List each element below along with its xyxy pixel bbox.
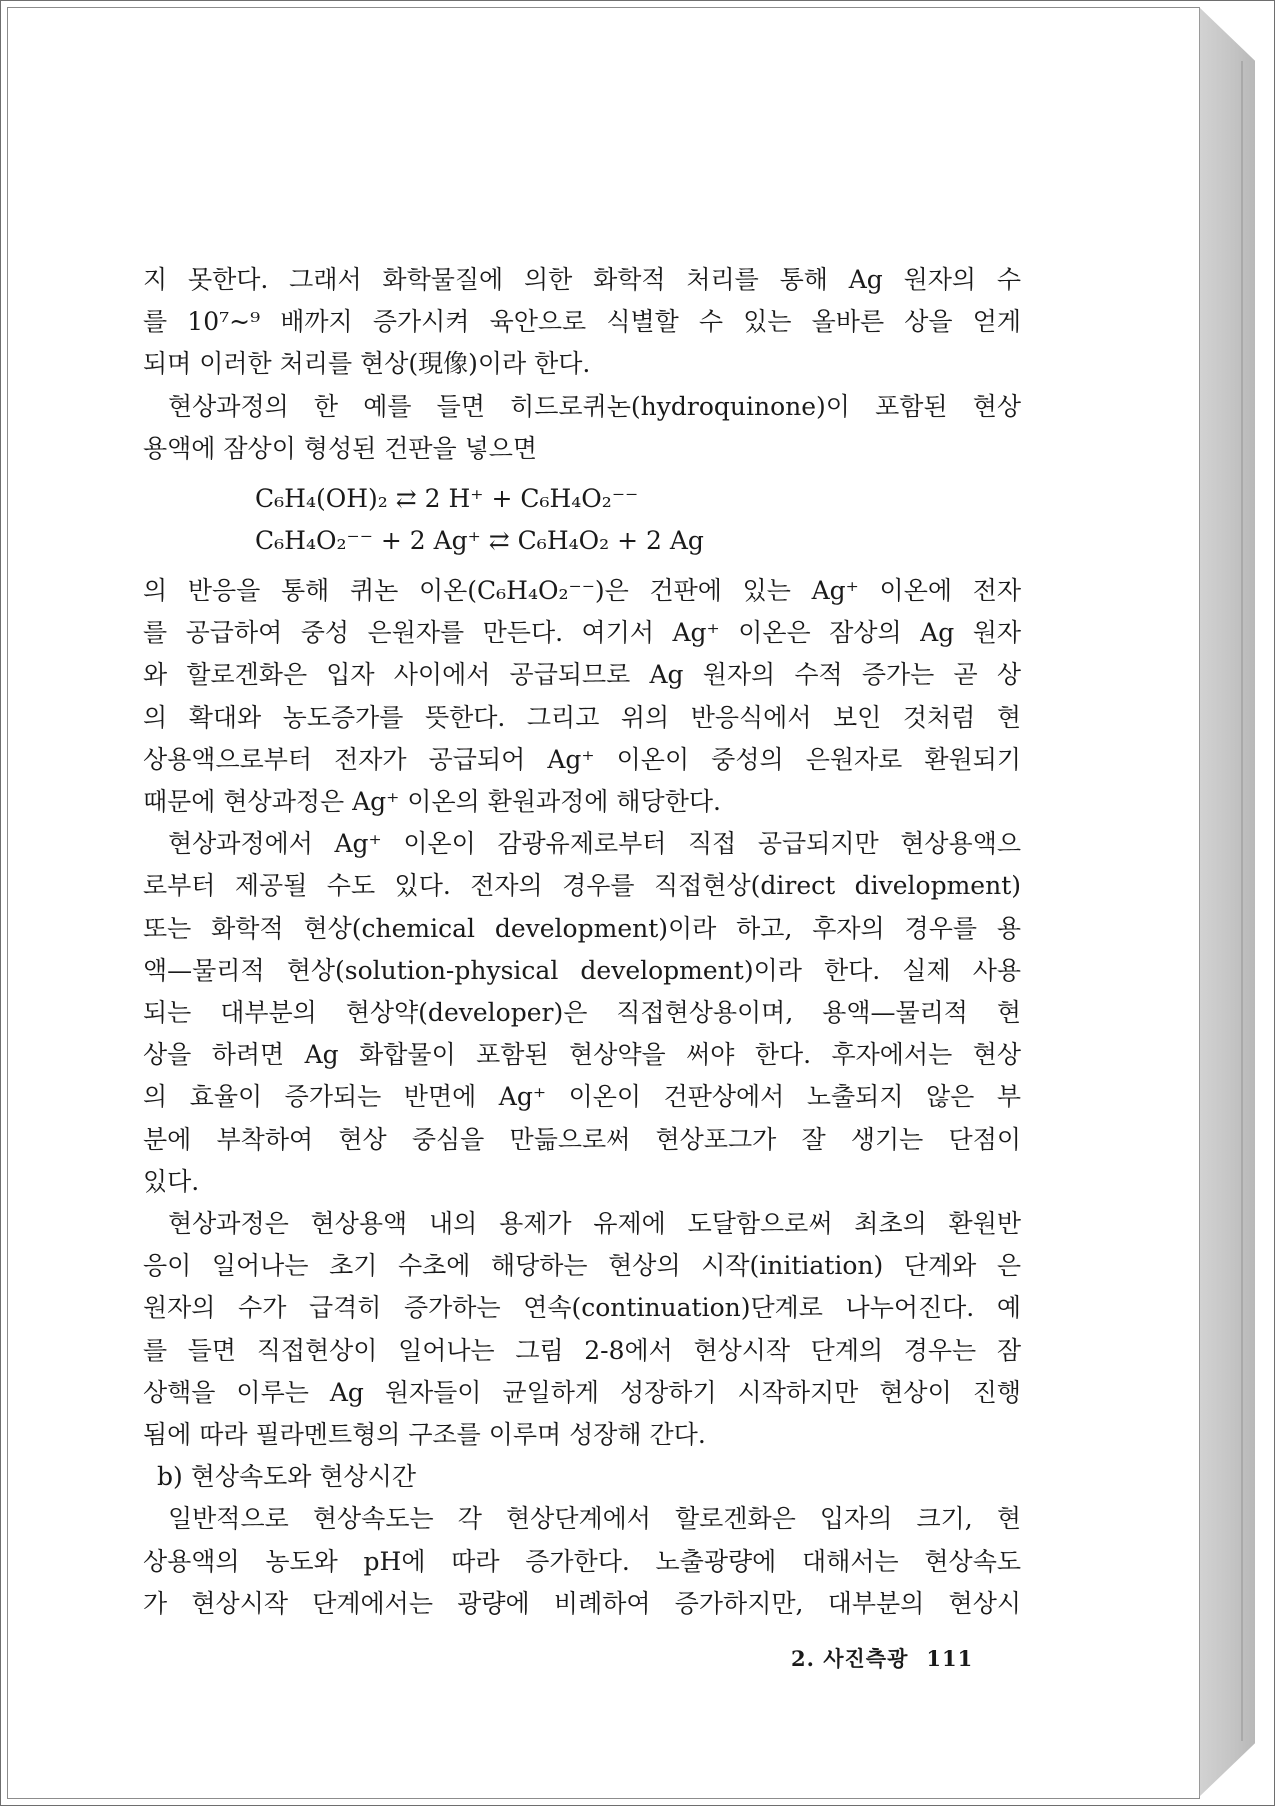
paragraph-5	[143, 1203, 1021, 1456]
text-line: 원자의 수가 급격히 증가하는 연속(continuation)단계로 나누어진다. 예	[143, 1293, 1021, 1323]
chapter-title: 2. 사진측광	[791, 1646, 909, 1671]
text-line: 용액에 잠상이 형성된 건판을 넣으면	[143, 433, 538, 463]
text-line: 현상과정은 현상용액 내의 용제가 유제에 도달함으로써 최초의 환원반	[168, 1209, 1021, 1239]
paragraph-3	[143, 570, 1021, 823]
text-line: 현상과정의 한 예를 들면 히드로퀴논(hydroquinone)이 포함된 현상	[168, 391, 1021, 421]
page-stack-edge	[1199, 7, 1255, 1797]
page-footer	[791, 1643, 973, 1673]
paragraph-2	[143, 386, 1021, 470]
text-line: 응이 일어나는 초기 수초에 해당하는 현상의 시작(initiation) 단계와 은	[143, 1251, 1021, 1281]
text-line: 상용액으로부터 전자가 공급되어 Ag⁺ 이온이 중성의 은원자로 환원되기	[143, 744, 1021, 774]
text-line: 를 공급하여 중성 은원자를 만든다. 여기서 Ag⁺ 이온은 잠상의 Ag 원자	[143, 618, 1021, 648]
paragraph-6	[143, 1498, 1021, 1625]
text-line: 의 효율이 증가되는 반면에 Ag⁺ 이온이 건판상에서 노출되지 않은 부	[143, 1082, 1021, 1112]
text-line: 있다.	[143, 1166, 200, 1196]
equation-2: C₆H₄O₂⁻⁻ + 2 Ag⁺ ⇄ C₆H₄O₂ + 2 Ag	[255, 526, 704, 556]
text-line: 의 반응을 통해 퀴논 이온(C₆H₄O₂⁻⁻)은 건판에 있는 Ag⁺ 이온에 전자	[143, 576, 1021, 606]
text-line: 지 못한다. 그래서 화학물질에 의한 화학적 처리를 통해 Ag 원자의 수	[143, 265, 1021, 294]
text-line: 와 할로겐화은 입자 사이에서 공급되므로 Ag 원자의 수적 증가는 곧 상	[143, 660, 1021, 690]
equation-1: C₆H₄(OH)₂ ⇄ 2 H⁺ + C₆H₄O₂⁻⁻	[255, 484, 639, 514]
text-line: 상용액의 농도와 pH에 따라 증가한다. 노출광량에 대해서는 현상속도	[143, 1546, 1021, 1576]
page-number: 111	[926, 1646, 974, 1671]
text-line: 되는 대부분의 현상약(developer)은 직접현상용이며, 용액—물리적 현	[143, 998, 1021, 1028]
paragraph-4	[143, 823, 1021, 1203]
text-line: 때문에 현상과정은 Ag⁺ 이온의 환원과정에 해당한다.	[143, 787, 721, 817]
text-line: 일반적으로 현상속도는 각 현상단계에서 할로겐화은 입자의 크기, 현	[168, 1504, 1021, 1534]
paragraph-1	[143, 259, 1021, 386]
text-line: 되며 이러한 처리를 현상(現像)이라 한다.	[143, 349, 591, 379]
text-line: 현상과정에서 Ag⁺ 이온이 감광유제로부터 직접 공급되지만 현상용액으	[168, 829, 1021, 859]
text-line: 상을 하려면 Ag 화합물이 포함된 현상약을 써야 한다. 후자에서는 현상	[143, 1040, 1021, 1070]
text-line: 로부터 제공될 수도 있다. 전자의 경우를 직접현상(direct divelopment)	[143, 871, 1021, 901]
text-line: 됨에 따라 필라멘트형의 구조를 이루며 성장해 간다.	[143, 1420, 706, 1450]
text-line: 분에 부착하여 현상 중심을 만듦으로써 현상포그가 잘 생기는 단점이	[143, 1124, 1021, 1154]
text-line: 의 확대와 농도증가를 뜻한다. 그리고 위의 반응식에서 보인 것처럼 현	[143, 702, 1021, 732]
text-line: 가 현상시작 단계에서는 광량에 비례하여 증가하지만, 대부분의 현상시	[143, 1588, 1021, 1618]
body-text	[143, 259, 1021, 1625]
text-line: 를 들면 직접현상이 일어나는 그림 2-8에서 현상시작 단계의 경우는 잠	[143, 1335, 1021, 1365]
text-line: 상핵을 이루는 Ag 원자들이 균일하게 성장하기 시작하지만 현상이 진행	[143, 1377, 1021, 1407]
page-edge-line	[1241, 61, 1243, 1741]
text-line: 액—물리적 현상(solution-physical development)이라 한다. 실제 사용	[143, 955, 1021, 985]
section-subheading: b) 현상속도와 현상시간	[157, 1462, 417, 1492]
text-line: 를 10⁷~⁹ 배까지 증가시켜 육안으로 식별할 수 있는 올바른 상을 얻게	[143, 307, 1021, 337]
reaction-equations	[143, 478, 1021, 562]
text-line: 또는 화학적 현상(chemical development)이라 하고, 후자의 경우를 용	[143, 913, 1021, 943]
